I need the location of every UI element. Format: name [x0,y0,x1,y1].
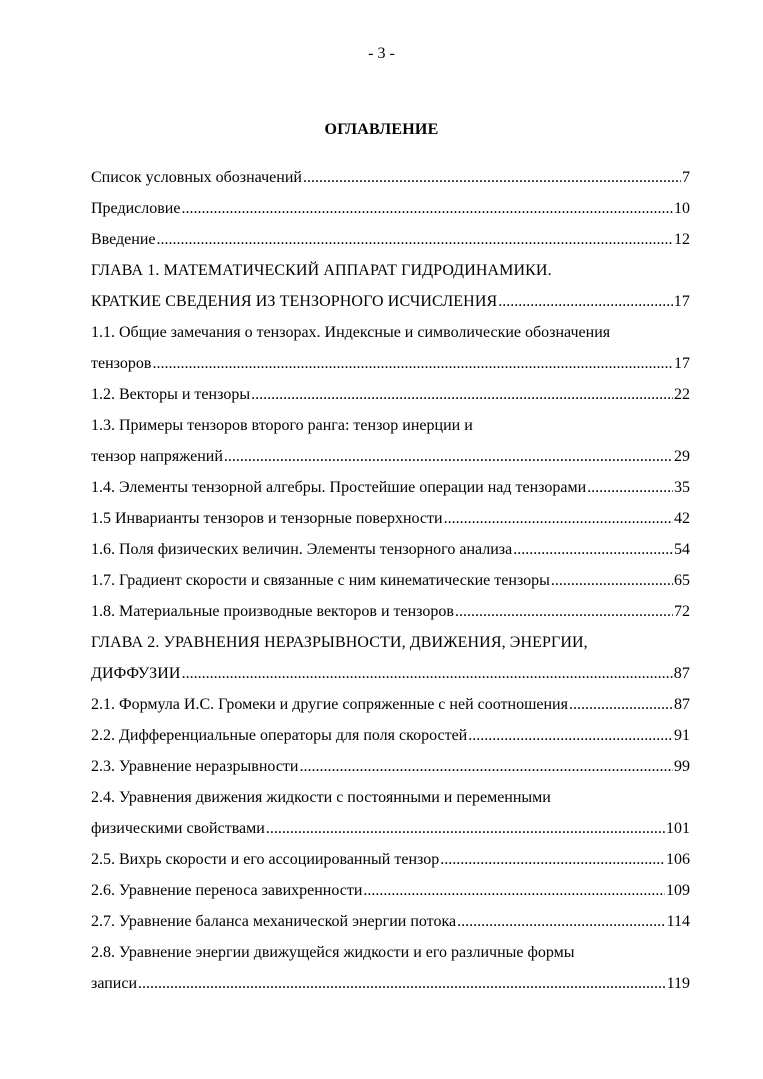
toc-line [91,410,690,441]
toc-entry-text: 1.2. Векторы и тензоры [91,386,251,403]
toc-page-number: 99 [674,758,690,775]
dot-leader [551,565,673,596]
toc-entry-text: КРАТКИЕ СВЕДЕНИЯ ИЗ ТЕНЗОРНОГО ИСЧИСЛЕНИЯ [91,293,498,310]
toc-page-number: 119 [666,975,690,992]
toc-entry-text: 1.7. Градиент скорости и связанные с ним кинематические тензоры [91,572,550,589]
toc-entry-text: 2.6. Уравнение переноса завихренности [91,882,363,899]
toc-page-number: 106 [666,851,690,868]
toc-line [91,503,690,534]
dot-leader [152,348,673,379]
toc-entry-text: 1.8. Материальные производные векторов и тензоров [91,603,454,620]
dot-leader [181,193,673,224]
dot-leader [457,906,666,937]
toc-line [91,782,690,813]
toc-line [91,627,690,658]
toc-entry-text: 2.5. Вихрь скорости и его ассоциированный тензор [91,851,440,868]
toc-entry-text: Предисловие [91,200,181,217]
toc-line [91,379,690,410]
dot-leader [569,689,673,720]
toc-line [91,937,690,968]
toc-line [91,875,690,906]
toc-entry-text: 2.8. Уравнение энергии движущейся жидкости и его различные формы [91,944,575,961]
toc-line [91,193,690,224]
toc-entry-text: 1.6. Поля физических величин. Элементы тензорного анализа [91,541,513,558]
dot-leader [498,286,673,317]
page-title: ОГЛАВЛЕНИЕ [324,121,439,138]
toc-page-number: 7 [682,169,690,186]
dot-leader [138,968,666,999]
toc-page-number: 87 [673,665,690,682]
toc-line [91,565,690,596]
dot-leader [468,720,673,751]
toc-line [91,813,690,844]
toc-page-number: 29 [674,448,690,465]
toc-page-number: 109 [666,882,690,899]
toc-line [91,689,690,720]
dot-leader [363,875,665,906]
toc-page-number: 54 [674,541,690,558]
toc-line [91,224,690,255]
dot-leader [587,472,673,503]
toc-line [91,968,690,999]
toc-line [91,596,690,627]
toc-page-number: 65 [674,572,690,589]
toc-line [91,844,690,875]
toc-line [91,658,690,689]
toc-entry-text: тензор напряжений [91,448,223,465]
toc-line [91,255,690,286]
toc-page-number: 17 [674,355,690,372]
dot-leader [440,844,665,875]
toc-entry-text: Введение [91,231,156,248]
dot-leader [157,224,674,255]
dot-leader [513,534,673,565]
toc-page-number: 10 [674,200,690,217]
toc-page-number: 72 [674,603,690,620]
dot-leader [444,503,673,534]
toc-line [91,751,690,782]
toc-line [91,286,690,317]
toc-page-number: 91 [674,727,690,744]
toc-page-number: 22 [674,386,690,403]
toc-line [91,534,690,565]
toc-entry-text: 1.4. Элементы тензорной алгебры. Простейшие операции над тензорами [91,479,587,496]
page-number: - 3 - [368,45,395,62]
toc-line [91,441,690,472]
toc-entry-text: ГЛАВА 1. МАТЕМАТИЧЕСКИЙ АППАРАТ ГИДРОДИНАМИКИ. [91,262,552,279]
toc-entry-text: ГЛАВА 2. УРАВНЕНИЯ НЕРАЗРЫВНОСТИ, ДВИЖЕНИЯ, ЭНЕРГИИ, [91,634,588,651]
toc-entry-text: записи [91,975,137,992]
toc-entry-text: 1.5 Инварианты тензоров и тензорные поверхности [91,510,443,527]
toc-entry-text: 1.1. Общие замечания о тензорах. Индексные и символические обозначения [91,324,611,341]
toc-entry-text: 2.7. Уравнение баланса механической энергии потока [91,913,457,930]
toc-page-number: 35 [674,479,690,496]
toc-entry-text: 2.1. Формула И.С. Громеки и другие сопряженные с ней соотношения [91,696,568,713]
dot-leader [182,658,673,689]
toc-page-number: 101 [666,820,690,837]
dot-leader [455,596,673,627]
toc-line [91,348,690,379]
toc-entry-text: ДИФФУЗИИ [91,665,181,682]
toc-page-number: 42 [674,510,690,527]
toc-entry-text: тензоров [91,355,152,372]
toc-entry-text: 1.3. Примеры тензоров второго ранга: тензор инерции и [91,417,473,434]
toc-entry-text: 2.2. Дифференциальные операторы для поля скоростей [91,727,468,744]
dot-leader [251,379,673,410]
toc-line [91,720,690,751]
toc-line [91,472,690,503]
dot-leader [299,751,673,782]
toc-line [91,906,690,937]
toc-page-number: 12 [674,231,690,248]
toc-page-number: 87 [674,696,690,713]
dot-leader [266,813,665,844]
toc-line [91,317,690,348]
toc-page-number: 17 [673,293,690,310]
toc-entry-text: 2.3. Уравнение неразрывности [91,758,299,775]
dot-leader [303,162,681,193]
toc-entry-text: 2.4. Уравнения движения жидкости с постоянными и переменными [91,789,551,806]
toc-page-number: 114 [666,913,690,930]
toc-line [91,162,690,193]
toc-entry-text: физическими свойствами [91,820,265,837]
toc-entry-text: Список условных обозначений [91,169,302,186]
table-of-contents [91,162,690,999]
dot-leader [224,441,673,472]
